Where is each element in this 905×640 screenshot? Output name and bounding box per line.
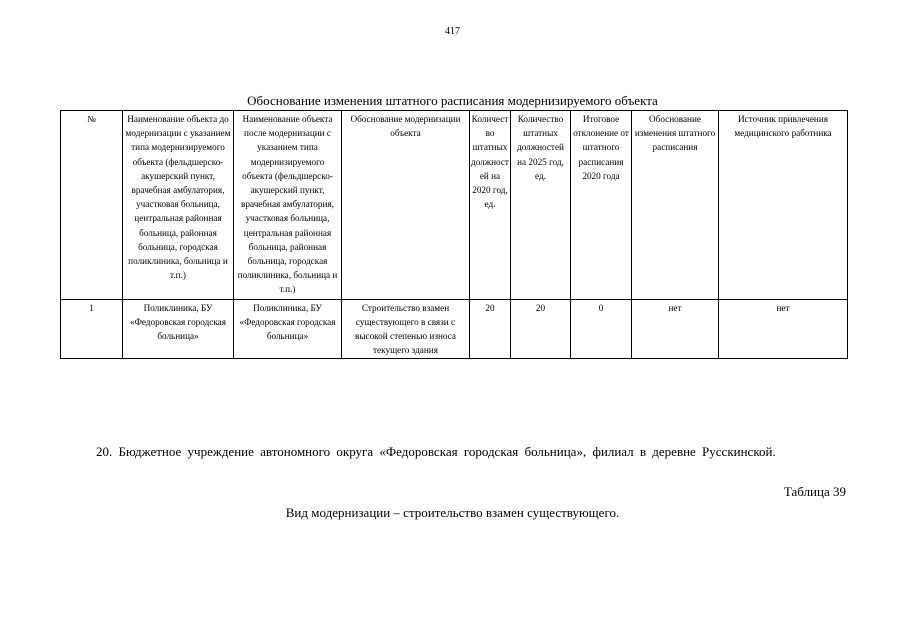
- page-number: 417: [445, 26, 460, 37]
- cell-object-after: Поликлиника, БУ «Федоровская городская больница»: [234, 299, 342, 359]
- table-row: [61, 299, 848, 359]
- cell-staff-source: нет: [719, 299, 848, 359]
- cell-positions-2020: 20: [470, 299, 511, 359]
- staffing-table: [60, 110, 848, 359]
- body-paragraph: 20. Бюджетное учреждение автономного округа «Федоровская городская больница», филиал в деревне Русскинской.: [96, 444, 776, 459]
- cell-positions-2025: 20: [511, 299, 571, 359]
- cell-change-reason: нет: [632, 299, 719, 359]
- cell-number: 1: [61, 299, 123, 359]
- cell-object-before: Поликлиника, БУ «Федоровская городская больница»: [123, 299, 234, 359]
- cell-deviation: 0: [571, 299, 632, 359]
- table-header-row: [61, 111, 848, 300]
- cell-modernization-reason: Строительство взамен существующего в связи с высокой степенью износа текущего здания: [342, 299, 470, 359]
- header-change-reason: Обоснование изменения штатного расписания: [632, 111, 719, 300]
- modernization-type: Вид модернизации – строительство взамен существующего.: [285, 505, 620, 520]
- header-object-after: Наименование объекта после модернизации с указанием типа модернизируемого объекта (фельдшерско-акушерский пункт, врачебная амбулатория, участковая больница, центральная районная больница, районная больница, городская поликлиника, больница и т.п.): [234, 111, 342, 300]
- header-modernization-reason: Обоснование модернизации объекта: [342, 111, 470, 300]
- header-positions-2020: Количество штатных должностей на 2020 год, ед.: [470, 111, 511, 300]
- header-positions-2025: Количество штатных должностей на 2025 год, ед.: [511, 111, 571, 300]
- header-staff-source: Источник привлечения медицинского работника: [719, 111, 848, 300]
- header-deviation: Итоговое отклонение от штатного расписания 2020 года: [571, 111, 632, 300]
- header-number: №: [61, 111, 123, 300]
- table-label: Таблица 39: [783, 484, 846, 499]
- header-object-before: Наименование объекта до модернизации с указанием типа модернизируемого объекта (фельдшерско-акушерский пункт, врачебная амбулатория, участковая больница, центральная районная больница, районная больница, городская поликлиника, больница и т.п.): [123, 111, 234, 300]
- table-title: Обоснование изменения штатного расписания модернизируемого объекта: [247, 93, 658, 108]
